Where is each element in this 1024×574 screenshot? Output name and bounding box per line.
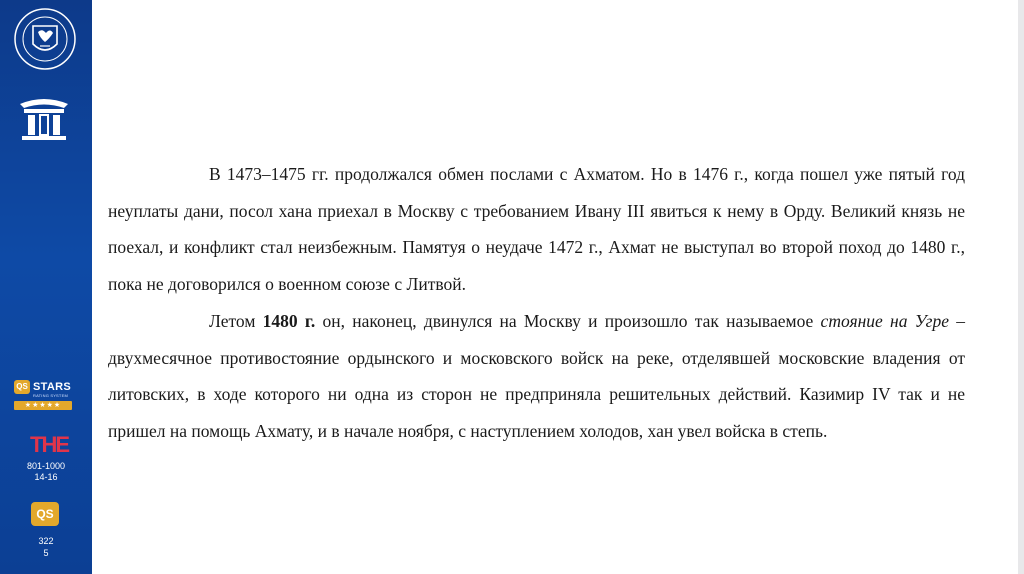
paragraph-1: В 1473–1475 гг. продолжался обмен послами с Ахматом. Но в 1476 г., когда пошел уже пятый год неуплаты дани, посол хана приехал в Москву с требованием Ивану III явиться к нему в Орду. Великий князь не поехал, и конфликт стал неизбежным. Памятуя о неудаче 1472 г., Ахмат не выступал во второй поход до 1480 г., пока не договорился о военном союзе с Литвой.	[108, 164, 965, 294]
the-rank-line2: 14-16	[34, 472, 58, 482]
qs-ranking-values	[20, 535, 72, 559]
slide-text	[108, 156, 965, 450]
university-building-icon	[18, 96, 70, 140]
stars-title: STARS	[33, 381, 71, 393]
paragraph-2-rest: – двухмесячное противостояние ордынского и московского войск на реке, отделявшей московские владения от литовских, в ходе которого ни одна из сторон не предприняла решительных действий. Казимир IV так и не пришел на помощь Ахмату, и в начале ноября, с наступлением холодов, хан увел войска в степь.	[108, 311, 965, 441]
paragraph-2	[108, 303, 965, 449]
the-ranking-logo: THE	[30, 432, 68, 457]
qs-rank-line2: 5	[43, 548, 49, 558]
sidebar	[0, 0, 92, 574]
stars-subtitle: RATING SYSTEM	[33, 393, 68, 398]
stars-rating-icon: ★★★★★	[14, 401, 72, 410]
university-crest-icon	[12, 6, 78, 72]
the-ranking-values	[20, 461, 72, 483]
qs-stars-mark: QS	[14, 380, 30, 394]
qs-rank-line1: 322	[38, 536, 54, 546]
paragraph-2-term: стояние на Угре	[820, 311, 949, 331]
the-rank-line1: 801-1000	[26, 461, 66, 471]
qs-stars-badge	[14, 380, 76, 410]
paragraph-2-year: 1480 г.	[262, 311, 316, 331]
paragraph-2-intro: Летом	[209, 311, 263, 331]
qs-ranking-logo: QS	[31, 502, 59, 526]
slide-right-edge	[1018, 0, 1024, 574]
paragraph-2-middle: он, наконец, двинулся на Москву и произошло так называемое	[315, 311, 821, 331]
